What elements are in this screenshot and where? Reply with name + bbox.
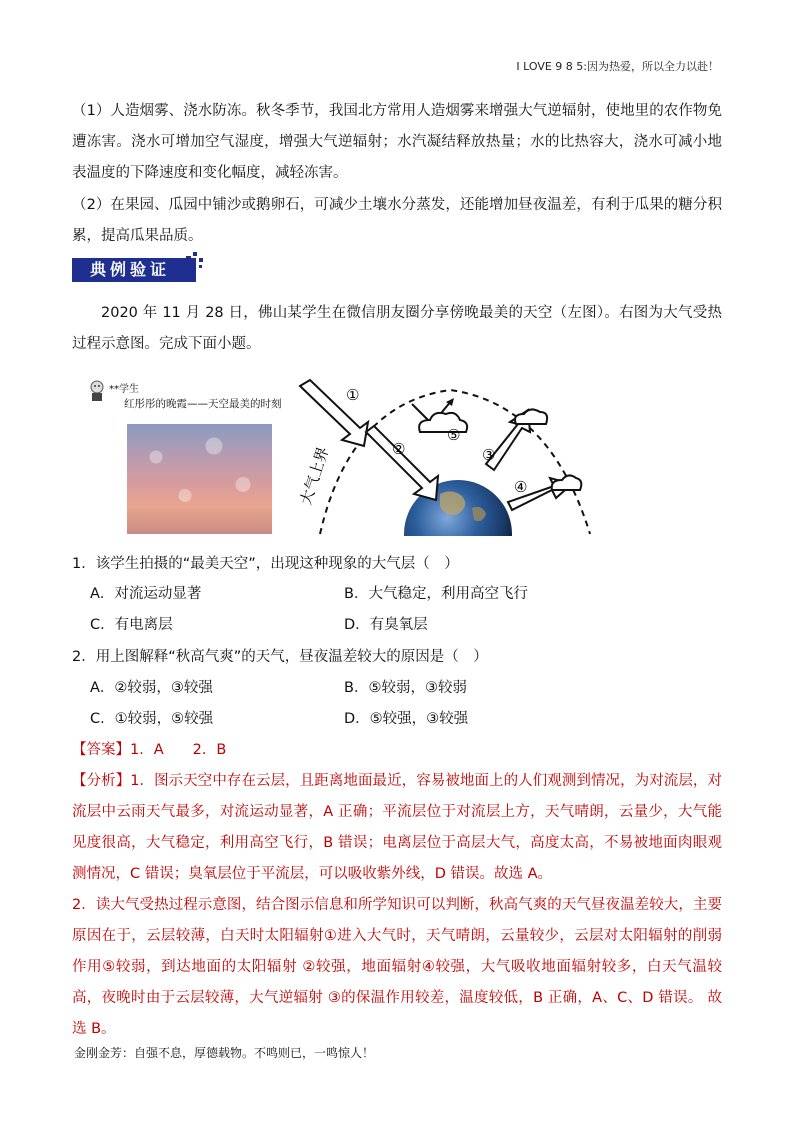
arrow-2-to-ground: [366, 426, 438, 500]
q1-option-d: D．有臭氧层: [344, 617, 428, 633]
q2-option-d: D．⑤较强，③较强: [344, 711, 469, 727]
intro-paragraph-1: （1）人造烟雾、浇水防冻。秋冬季节，我国北方常用人造烟雾来增强大气逆辐射，使地里的农作物免遭冻害。浇水可增加空气湿度，增强大气逆辐射；水汽凝结释放热量；水的比热容大，浇水可减小地表温度的下降速度和变化幅度，减轻冻害。: [72, 103, 722, 181]
intro-paragraph-2: （2）在果园、瓜园中铺沙或鹅卵石，可减少土壤水分蒸发，还能增加昼夜温差，有利于瓜果的糖分积累，提高瓜果品质。: [72, 197, 722, 244]
footer-motto: 金刚金芳：自强不息，厚德载物。不鸣则已，一鸣惊人！: [74, 1046, 375, 1060]
q2-option-b: B．⑤较弱，③较弱: [344, 680, 467, 696]
atmosphere-heating-diagram: [290, 374, 600, 536]
marker-4: ④: [514, 478, 528, 496]
sunset-clouds: [127, 424, 272, 534]
header-motto: I LOVE 9 8 5:因为热爱，所以全力以赴！: [516, 60, 719, 73]
marker-5: ⑤: [447, 426, 461, 444]
analysis-paragraph-2: 2．读大气受热过程示意图，结合图示信息和所学知识可以判断，秋高气爽的天气昼夜温差较大，主要原因在于，云层较薄，白天时太阳辐射①进入大气时，天气晴朗，云量较少，云层对太阳辐射的削弱作用⑤较弱，到达地面的太阳辐射 ②较强，地面辐射④较强，大气吸收地面辐射较多，白天气温较高，夜晚时由于云层较薄，大气逆辐射 ③的保温作用较差，温度较低，B 正确，A、C、D 错误。 故选 B。: [72, 897, 722, 1037]
analysis-paragraph-1: 【分析】1．图示天空中存在云层，且距离地面最近，容易被地面上的人们观测到情况，为对流层，对流层中云雨天气最多，对流运动显著，A 正确；平流层位于对流层上方，天气晴朗，云量少，大气能见度很高，大气稳定，利用高空飞行，B 错误；电离层位于高层大气，高度太高，不易被地面肉眼观测情况，C 错误；臭氧层位于平流层，可以吸收紫外线，D 错误。故选 A。: [72, 773, 722, 882]
q1-option-c: C．有电离层: [90, 617, 173, 633]
avatar-icon: [88, 380, 106, 402]
q2-option-c: C．①较弱，⑤较强: [90, 711, 214, 727]
q1-option-b: B．大气稳定，利用高空飞行: [344, 586, 528, 602]
marker-3: ③: [482, 446, 496, 464]
q1-stem: 1．该学生拍摄的“最美天空”，出现这种现象的大气层（ ）: [72, 556, 459, 572]
q2-stem: 2．用上图解释“秋高气爽”的天气，昼夜温差较大的原因是（ ）: [72, 649, 488, 665]
q1-option-a: A．对流运动显著: [90, 586, 202, 602]
question-stem: 2020 年 11 月 28 日，佛山某学生在微信朋友圈分享傍晚最美的天空（左图）。右图为大气受热过程示意图。完成下面小题。: [72, 305, 722, 352]
marker-2: ②: [392, 440, 406, 458]
post-caption: 红彤彤的晚霞——天空最美的时刻: [124, 398, 282, 410]
answer-line: 【答案】1．A 2．B: [72, 742, 227, 758]
marker-1: ①: [346, 386, 360, 404]
q2-option-a: A．②较弱，③较强: [90, 680, 213, 696]
section-banner: 典例验证: [72, 258, 196, 282]
post-username: **学生: [109, 384, 139, 395]
banner-decoration-icon: [184, 250, 206, 272]
diagram-boundary-label: 大气上界: [297, 444, 333, 508]
